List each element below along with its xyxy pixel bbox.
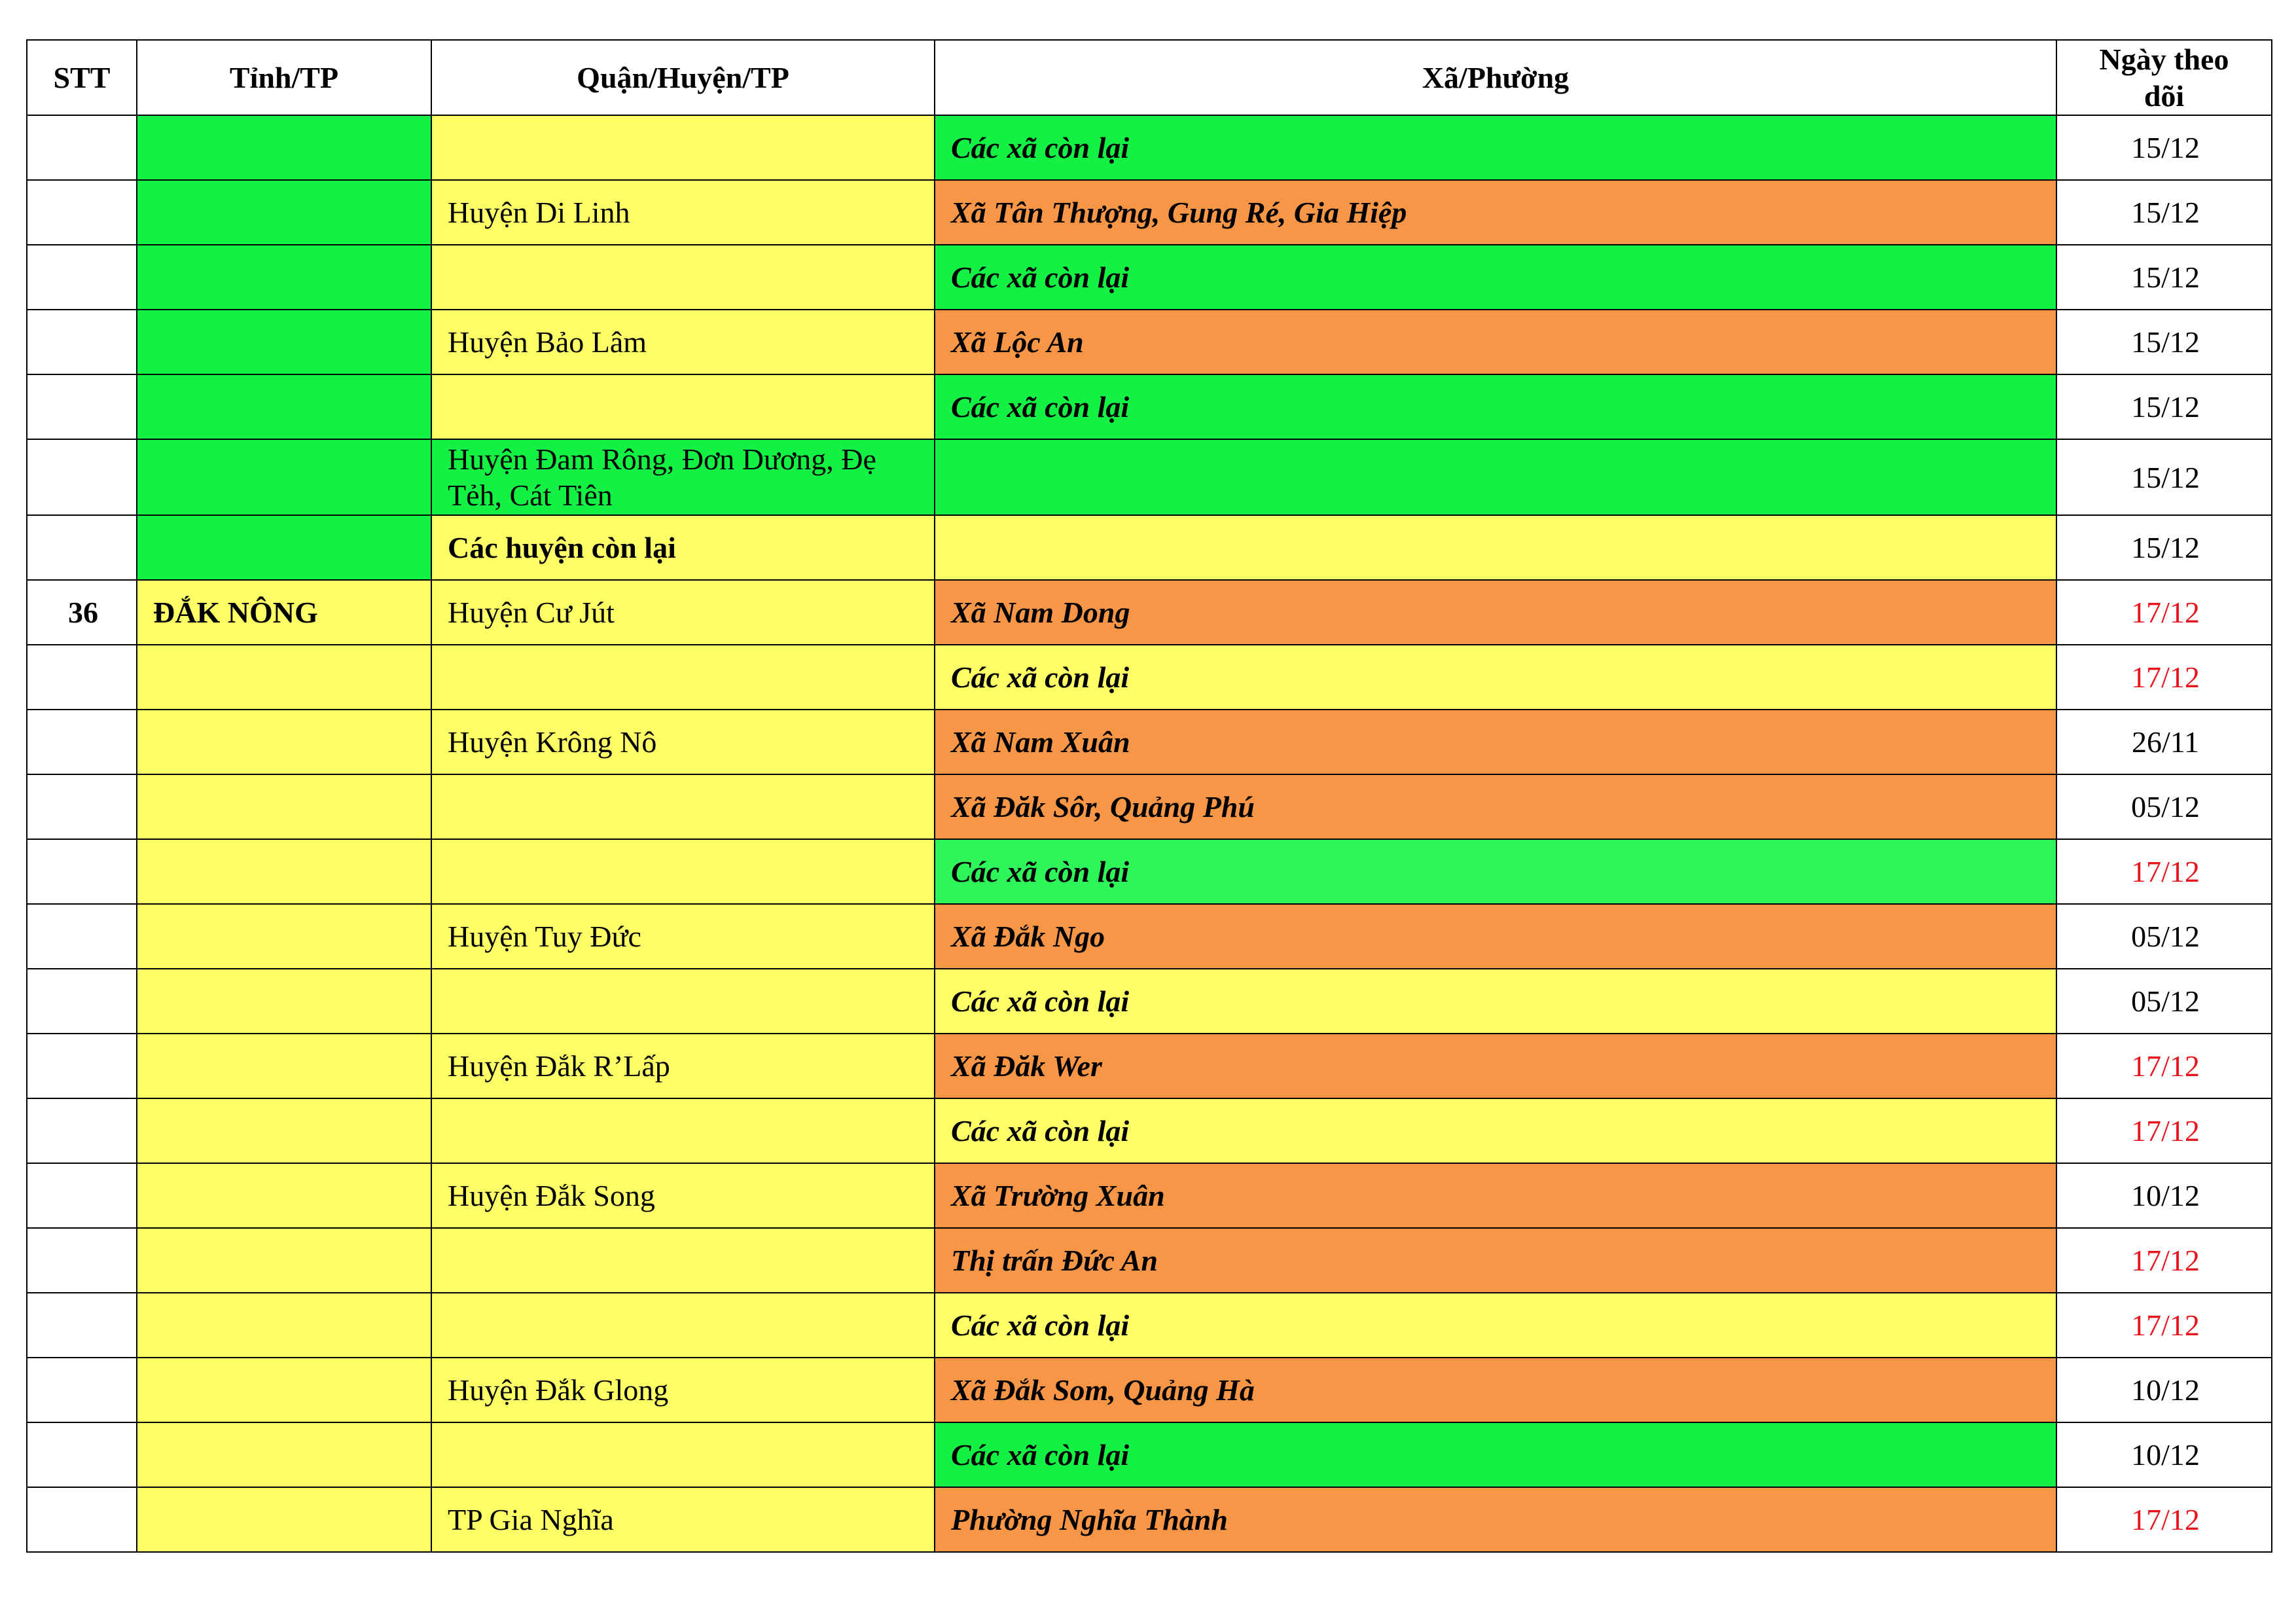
stt-cell — [27, 1098, 137, 1163]
stt-cell — [27, 439, 137, 515]
province-cell — [137, 115, 431, 180]
district-cell: Huyện Đắk Song — [431, 1163, 935, 1228]
monitor-date-cell: 15/12 — [2056, 115, 2272, 180]
monitor-date-cell: 15/12 — [2056, 180, 2272, 245]
province-cell — [137, 774, 431, 839]
province-cell: ĐẮK NÔNG — [137, 580, 431, 645]
province-cell — [137, 1228, 431, 1293]
header-commune: Xã/Phường — [935, 40, 2056, 115]
monitor-date-cell: 15/12 — [2056, 310, 2272, 374]
district-cell: Huyện Di Linh — [431, 180, 935, 245]
commune-cell — [935, 439, 2056, 515]
province-cell — [137, 904, 431, 969]
table-row — [27, 774, 2272, 839]
monitor-date-cell: 17/12 — [2056, 839, 2272, 904]
stt-cell — [27, 374, 137, 439]
stt-cell — [27, 839, 137, 904]
commune-cell: Xã Tân Thượng, Gung Ré, Gia Hiệp — [935, 180, 2056, 245]
district-cell: Huyện Bảo Lâm — [431, 310, 935, 374]
header-stt: STT — [27, 40, 137, 115]
stt-cell — [27, 1358, 137, 1422]
district-cell: Huyện Tuy Đức — [431, 904, 935, 969]
commune-cell: Các xã còn lại — [935, 374, 2056, 439]
province-cell — [137, 1487, 431, 1552]
district-cell — [431, 1293, 935, 1358]
monitor-date-cell: 10/12 — [2056, 1163, 2272, 1228]
district-cell: Huyện Cư Jút — [431, 580, 935, 645]
commune-cell: Thị trấn Đức An — [935, 1228, 2056, 1293]
table-row — [27, 904, 2272, 969]
table-header — [27, 40, 2272, 115]
monitor-date-cell: 17/12 — [2056, 1293, 2272, 1358]
commune-cell: Các xã còn lại — [935, 1098, 2056, 1163]
district-cell: Các huyện còn lại — [431, 515, 935, 580]
monitor-date-cell: 17/12 — [2056, 1487, 2272, 1552]
monitor-date-cell: 17/12 — [2056, 580, 2272, 645]
province-cell — [137, 439, 431, 515]
table-row — [27, 1293, 2272, 1358]
commune-cell: Các xã còn lại — [935, 969, 2056, 1034]
commune-cell: Các xã còn lại — [935, 645, 2056, 710]
table-row — [27, 1034, 2272, 1098]
province-cell — [137, 310, 431, 374]
table-row — [27, 645, 2272, 710]
monitor-date-cell: 10/12 — [2056, 1358, 2272, 1422]
stt-cell — [27, 1293, 137, 1358]
table-row — [27, 1163, 2272, 1228]
district-cell: Huyện Đắk Glong — [431, 1358, 935, 1422]
table-row — [27, 1228, 2272, 1293]
header-row — [27, 40, 2272, 115]
monitor-date-cell: 10/12 — [2056, 1422, 2272, 1487]
stt-cell — [27, 1034, 137, 1098]
stt-cell — [27, 1422, 137, 1487]
monitor-date-cell: 26/11 — [2056, 710, 2272, 774]
commune-cell: Xã Trường Xuân — [935, 1163, 2056, 1228]
commune-cell: Xã Lộc An — [935, 310, 2056, 374]
table-row — [27, 1098, 2272, 1163]
table-row — [27, 1422, 2272, 1487]
commune-cell: Xã Đăk Wer — [935, 1034, 2056, 1098]
monitor-date-cell: 05/12 — [2056, 904, 2272, 969]
commune-cell: Các xã còn lại — [935, 839, 2056, 904]
stt-cell — [27, 310, 137, 374]
province-cell — [137, 1163, 431, 1228]
header-district: Quận/Huyện/TP — [431, 40, 935, 115]
monitor-date-cell: 17/12 — [2056, 1034, 2272, 1098]
monitor-date-cell: 15/12 — [2056, 439, 2272, 515]
province-cell — [137, 1293, 431, 1358]
table-row — [27, 515, 2272, 580]
province-cell — [137, 1034, 431, 1098]
province-cell — [137, 245, 431, 310]
table-row — [27, 969, 2272, 1034]
province-cell — [137, 839, 431, 904]
district-cell: TP Gia Nghĩa — [431, 1487, 935, 1552]
district-cell: Huyện Đam Rông, Đơn Dương, Đẹ Tẻh, Cát Tiên — [431, 439, 935, 515]
district-cell — [431, 374, 935, 439]
table-row — [27, 180, 2272, 245]
table-row — [27, 115, 2272, 180]
province-cell — [137, 710, 431, 774]
district-cell — [431, 1422, 935, 1487]
commune-cell: Xã Nam Xuân — [935, 710, 2056, 774]
stt-cell — [27, 180, 137, 245]
district-cell: Huyện Krông Nô — [431, 710, 935, 774]
commune-cell: Xã Nam Dong — [935, 580, 2056, 645]
stt-cell — [27, 1163, 137, 1228]
monitor-date-cell: 15/12 — [2056, 245, 2272, 310]
district-cell — [431, 645, 935, 710]
district-cell — [431, 115, 935, 180]
table-row — [27, 839, 2272, 904]
table-row — [27, 245, 2272, 310]
province-cell — [137, 1422, 431, 1487]
monitor-date-cell: 05/12 — [2056, 969, 2272, 1034]
province-cell — [137, 374, 431, 439]
table-row — [27, 439, 2272, 515]
district-cell — [431, 1228, 935, 1293]
district-cell: Huyện Đắk R’Lấp — [431, 1034, 935, 1098]
header-province: Tỉnh/TP — [137, 40, 431, 115]
province-cell — [137, 969, 431, 1034]
stt-cell — [27, 904, 137, 969]
monitor-date-cell: 15/12 — [2056, 374, 2272, 439]
monitor-date-cell: 17/12 — [2056, 1098, 2272, 1163]
province-cell — [137, 645, 431, 710]
district-cell — [431, 1098, 935, 1163]
province-cell — [137, 1358, 431, 1422]
header-monitor-date — [2056, 40, 2272, 115]
stt-cell — [27, 115, 137, 180]
commune-cell: Xã Đắk Ngo — [935, 904, 2056, 969]
stt-cell — [27, 645, 137, 710]
stt-cell — [27, 515, 137, 580]
table-row — [27, 1358, 2272, 1422]
table-row — [27, 580, 2272, 645]
table-row — [27, 374, 2272, 439]
province-cell — [137, 1098, 431, 1163]
table-body — [27, 115, 2272, 1552]
commune-cell: Các xã còn lại — [935, 115, 2056, 180]
stt-cell — [27, 710, 137, 774]
stt-cell: 36 — [27, 580, 137, 645]
district-cell — [431, 839, 935, 904]
monitor-date-cell: 15/12 — [2056, 515, 2272, 580]
commune-cell: Phường Nghĩa Thành — [935, 1487, 2056, 1552]
stt-cell — [27, 1487, 137, 1552]
stt-cell — [27, 969, 137, 1034]
table-row — [27, 310, 2272, 374]
province-cell — [137, 180, 431, 245]
table-row — [27, 1487, 2272, 1552]
province-cell — [137, 515, 431, 580]
commune-cell: Xã Đắk Som, Quảng Hà — [935, 1358, 2056, 1422]
monitor-date-cell: 17/12 — [2056, 1228, 2272, 1293]
table-row — [27, 710, 2272, 774]
monitor-date-cell: 17/12 — [2056, 645, 2272, 710]
commune-cell — [935, 515, 2056, 580]
district-cell — [431, 969, 935, 1034]
commune-cell: Các xã còn lại — [935, 1293, 2056, 1358]
commune-cell: Các xã còn lại — [935, 1422, 2056, 1487]
stt-cell — [27, 1228, 137, 1293]
monitor-date-cell: 05/12 — [2056, 774, 2272, 839]
header-monitor-date-label: Ngày theo dõi — [2099, 43, 2229, 113]
district-cell — [431, 245, 935, 310]
stt-cell — [27, 245, 137, 310]
commune-cell: Các xã còn lại — [935, 245, 2056, 310]
stt-cell — [27, 774, 137, 839]
commune-cell: Xã Đăk Sôr, Quảng Phú — [935, 774, 2056, 839]
district-cell — [431, 774, 935, 839]
monitoring-table — [26, 39, 2272, 1553]
